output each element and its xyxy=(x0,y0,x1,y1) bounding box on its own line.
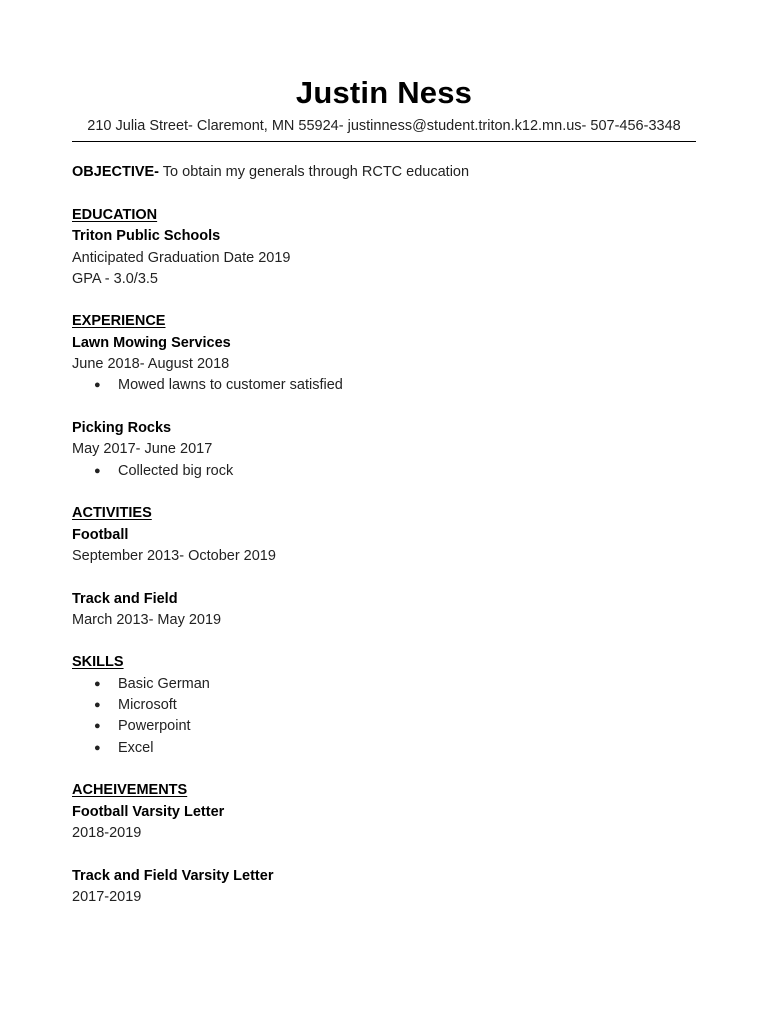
bullet-icon: ● xyxy=(94,720,101,732)
skill-item xyxy=(72,695,177,715)
resume-name: Justin Ness xyxy=(295,75,473,110)
education-graduation: Anticipated Graduation Date 2019 xyxy=(72,250,291,266)
achievement-dates: 2018-2019 xyxy=(72,825,142,841)
activity-title: Track and Field xyxy=(72,591,178,607)
bullet-icon: ● xyxy=(94,465,101,477)
activity-title: Football xyxy=(72,527,129,543)
job-bullet xyxy=(72,375,343,395)
education-gpa: GPA - 3.0/3.5 xyxy=(72,271,158,287)
achievement-dates: 2017-2019 xyxy=(72,889,142,905)
bullet-icon: ● xyxy=(94,678,101,690)
experience-heading: EXPERIENCE xyxy=(72,313,166,329)
job-title: Picking Rocks xyxy=(72,420,172,436)
job-title: Lawn Mowing Services xyxy=(72,335,231,351)
skill-item xyxy=(72,716,191,736)
job-bullet-text: Mowed lawns to customer satisfied xyxy=(118,377,343,393)
job-bullet xyxy=(72,461,233,481)
header-divider xyxy=(72,141,696,142)
skills-heading: SKILLS xyxy=(72,654,124,670)
activity-dates: September 2013- October 2019 xyxy=(72,548,276,564)
skill-text: Powerpoint xyxy=(118,718,191,734)
skill-text: Excel xyxy=(118,740,154,756)
achievement-title: Football Varsity Letter xyxy=(72,804,225,820)
job-dates: May 2017- June 2017 xyxy=(72,441,213,457)
objective-text: To obtain my generals through RCTC education xyxy=(159,164,470,180)
skill-item xyxy=(72,674,210,694)
contact-info: 210 Julia Street- Claremont, MN 55924- justinness@student.triton.k12.mn.us- 507-456-3348 xyxy=(87,118,681,134)
skill-item xyxy=(72,738,153,758)
job-bullet-text: Collected big rock xyxy=(118,463,234,479)
objective-label: OBJECTIVE- xyxy=(72,164,160,180)
achievements-heading: ACHEIVEMENTS xyxy=(72,782,188,798)
bullet-icon: ● xyxy=(94,742,101,754)
education-heading: EDUCATION xyxy=(72,207,158,223)
activities-heading: ACTIVITIES xyxy=(72,505,152,521)
bullet-icon: ● xyxy=(94,699,101,711)
achievement-title: Track and Field Varsity Letter xyxy=(72,868,274,884)
education-school: Triton Public Schools xyxy=(72,228,221,244)
job-dates: June 2018- August 2018 xyxy=(72,356,230,372)
objective-line xyxy=(72,162,469,182)
skill-text: Basic German xyxy=(118,676,210,692)
activity-dates: March 2013- May 2019 xyxy=(72,612,222,628)
skill-text: Microsoft xyxy=(118,697,177,713)
bullet-icon: ● xyxy=(94,379,101,391)
